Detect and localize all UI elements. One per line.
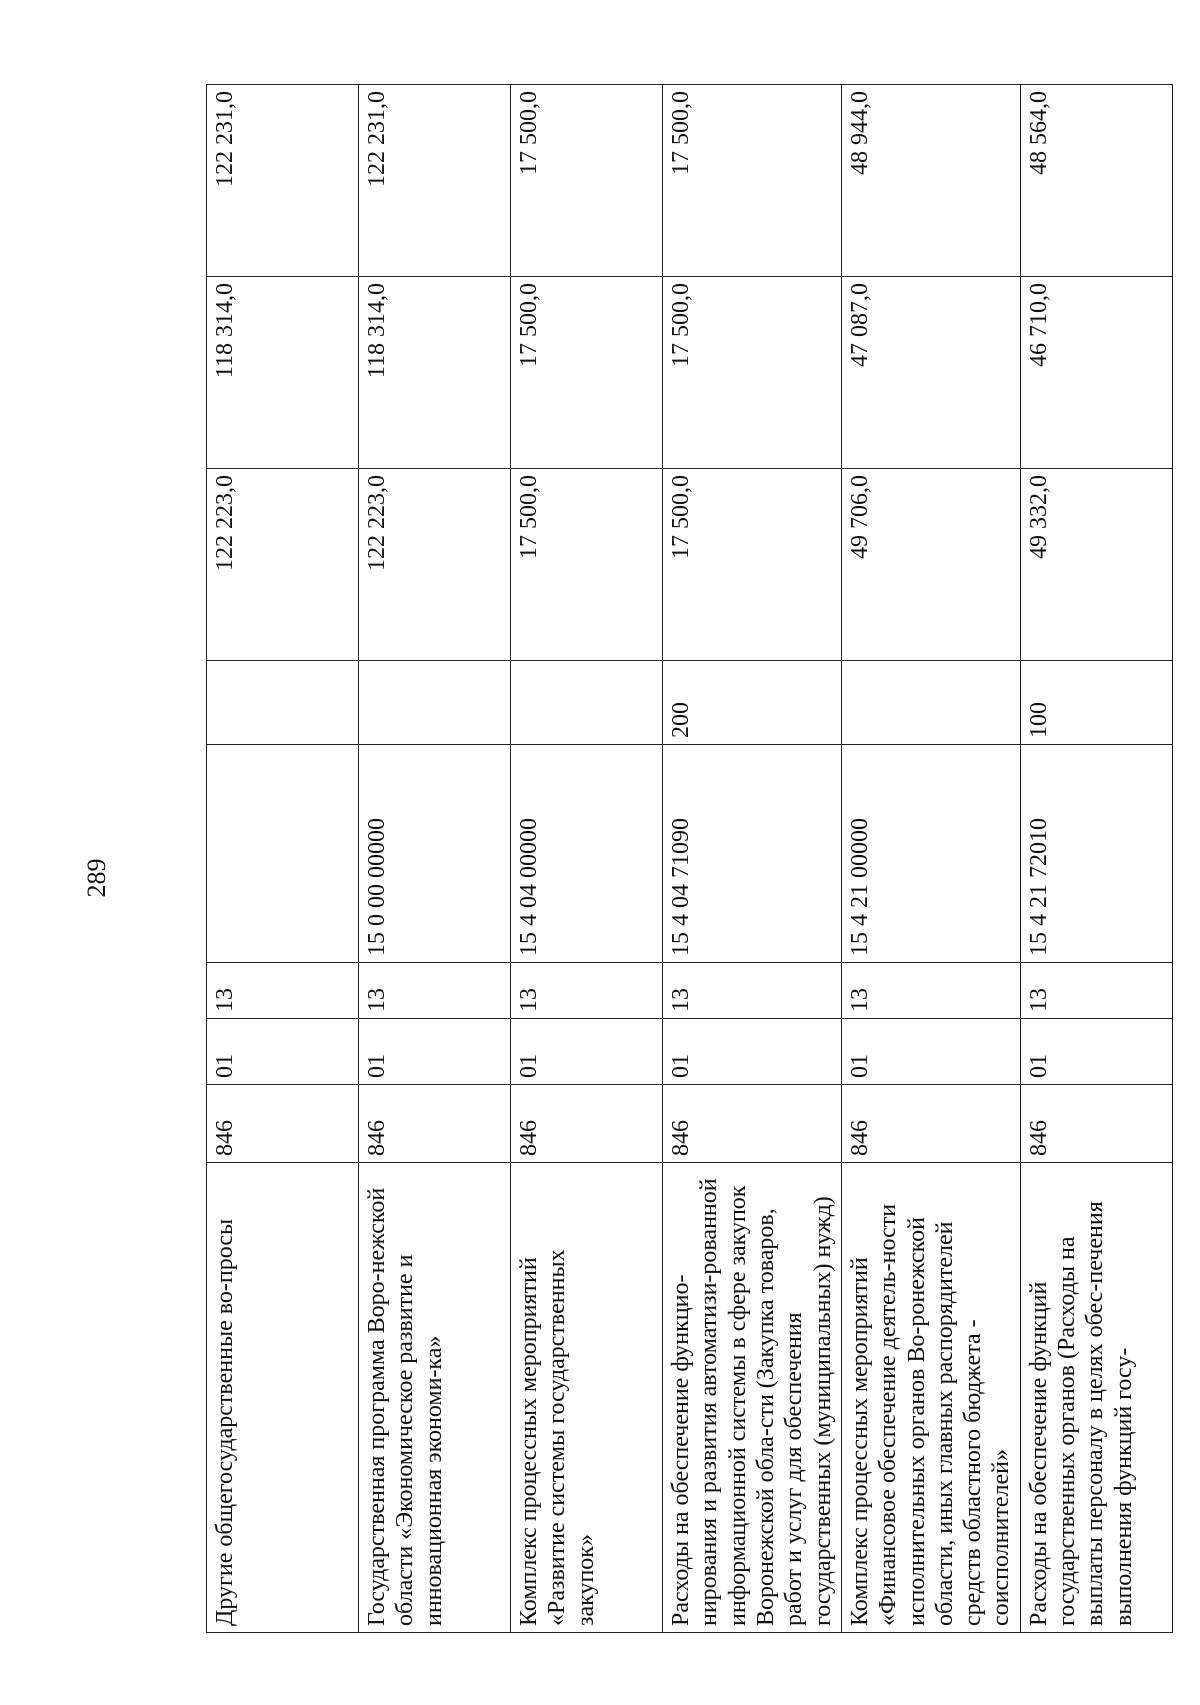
cell-sum-3: 17 500,0 (511, 85, 663, 277)
cell-sum-1: 17 500,0 (511, 469, 663, 661)
table-row (1020, 85, 1172, 1633)
cell-sum-2: 17 500,0 (663, 277, 842, 469)
table-row (663, 85, 842, 1633)
cell-rz: 01 (207, 1019, 359, 1085)
cell-sum-1: 122 223,0 (207, 469, 359, 661)
table-row (207, 85, 359, 1633)
cell-sum-2: 118 314,0 (359, 277, 511, 469)
cell-grbs: 846 (511, 1085, 663, 1163)
cell-csr: 15 4 04 00000 (511, 745, 663, 963)
cell-sum-1: 122 223,0 (359, 469, 511, 661)
cell-vr: 100 (1020, 661, 1172, 745)
cell-grbs: 846 (207, 1085, 359, 1163)
cell-pr: 13 (207, 963, 359, 1019)
cell-rz: 01 (359, 1019, 511, 1085)
cell-vr (207, 661, 359, 745)
cell-csr: 15 0 00 00000 (359, 745, 511, 963)
cell-vr (841, 661, 1020, 745)
rotated-table-wrapper (206, 85, 1137, 1633)
cell-rz: 01 (841, 1019, 1020, 1085)
table-row (511, 85, 663, 1633)
cell-csr: 15 4 21 00000 (841, 745, 1020, 963)
page-number: 289 (82, 858, 111, 898)
cell-vr (511, 661, 663, 745)
cell-sum-2: 118 314,0 (207, 277, 359, 469)
cell-sum-1: 49 706,0 (841, 469, 1020, 661)
cell-csr (207, 745, 359, 963)
cell-sum-2: 47 087,0 (841, 277, 1020, 469)
cell-sum-3: 48 944,0 (841, 85, 1020, 277)
cell-pr: 13 (841, 963, 1020, 1019)
row-name: Комплекс процессных мероприятий «Финансовое обеспечение деятель-ности исполнительных органов Во-ронежской области, иных главных распорядителей средств областного бюджета - соисполнителей» (841, 1163, 1020, 1633)
cell-grbs: 846 (663, 1085, 842, 1163)
cell-sum-3: 122 231,0 (207, 85, 359, 277)
row-name: Государственная программа Воро-нежской области «Экономическое развитие и инновационная экономи-ка» (359, 1163, 511, 1633)
cell-rz: 01 (663, 1019, 842, 1085)
cell-csr: 15 4 21 72010 (1020, 745, 1172, 963)
row-name: Расходы на обеспечение функцио-нирования и развития автоматизи-рованной информационной системы в сфере закупок Воронежской обла-сти (Закупка товаров, работ и услуг для обеспечения государственных (муниципальных) нужд) (663, 1163, 842, 1633)
cell-sum-1: 17 500,0 (663, 469, 842, 661)
table-row (359, 85, 511, 1633)
cell-pr: 13 (663, 963, 842, 1019)
cell-rz: 01 (511, 1019, 663, 1085)
cell-vr (359, 661, 511, 745)
cell-grbs: 846 (359, 1085, 511, 1163)
cell-csr: 15 4 04 71090 (663, 745, 842, 963)
table-row (841, 85, 1020, 1633)
row-name: Расходы на обеспечение функций государственных органов (Расходы на выплаты персоналу в целях обес-печения выполнения функций госу- (1020, 1163, 1172, 1633)
cell-pr: 13 (1020, 963, 1172, 1019)
cell-pr: 13 (359, 963, 511, 1019)
cell-sum-2: 46 710,0 (1020, 277, 1172, 469)
cell-sum-3: 122 231,0 (359, 85, 511, 277)
cell-sum-3: 17 500,0 (663, 85, 842, 277)
cell-grbs: 846 (1020, 1085, 1172, 1163)
cell-vr: 200 (663, 661, 842, 745)
cell-sum-2: 17 500,0 (511, 277, 663, 469)
row-name: Комплекс процессных мероприятий «Развитие системы государственных закупок» (511, 1163, 663, 1633)
row-name: Другие общегосударственные во-просы (207, 1163, 359, 1633)
cell-sum-1: 49 332,0 (1020, 469, 1172, 661)
cell-pr: 13 (511, 963, 663, 1019)
cell-rz: 01 (1020, 1019, 1172, 1085)
budget-table (206, 84, 1173, 1633)
cell-grbs: 846 (841, 1085, 1020, 1163)
cell-sum-3: 48 564,0 (1020, 85, 1172, 277)
